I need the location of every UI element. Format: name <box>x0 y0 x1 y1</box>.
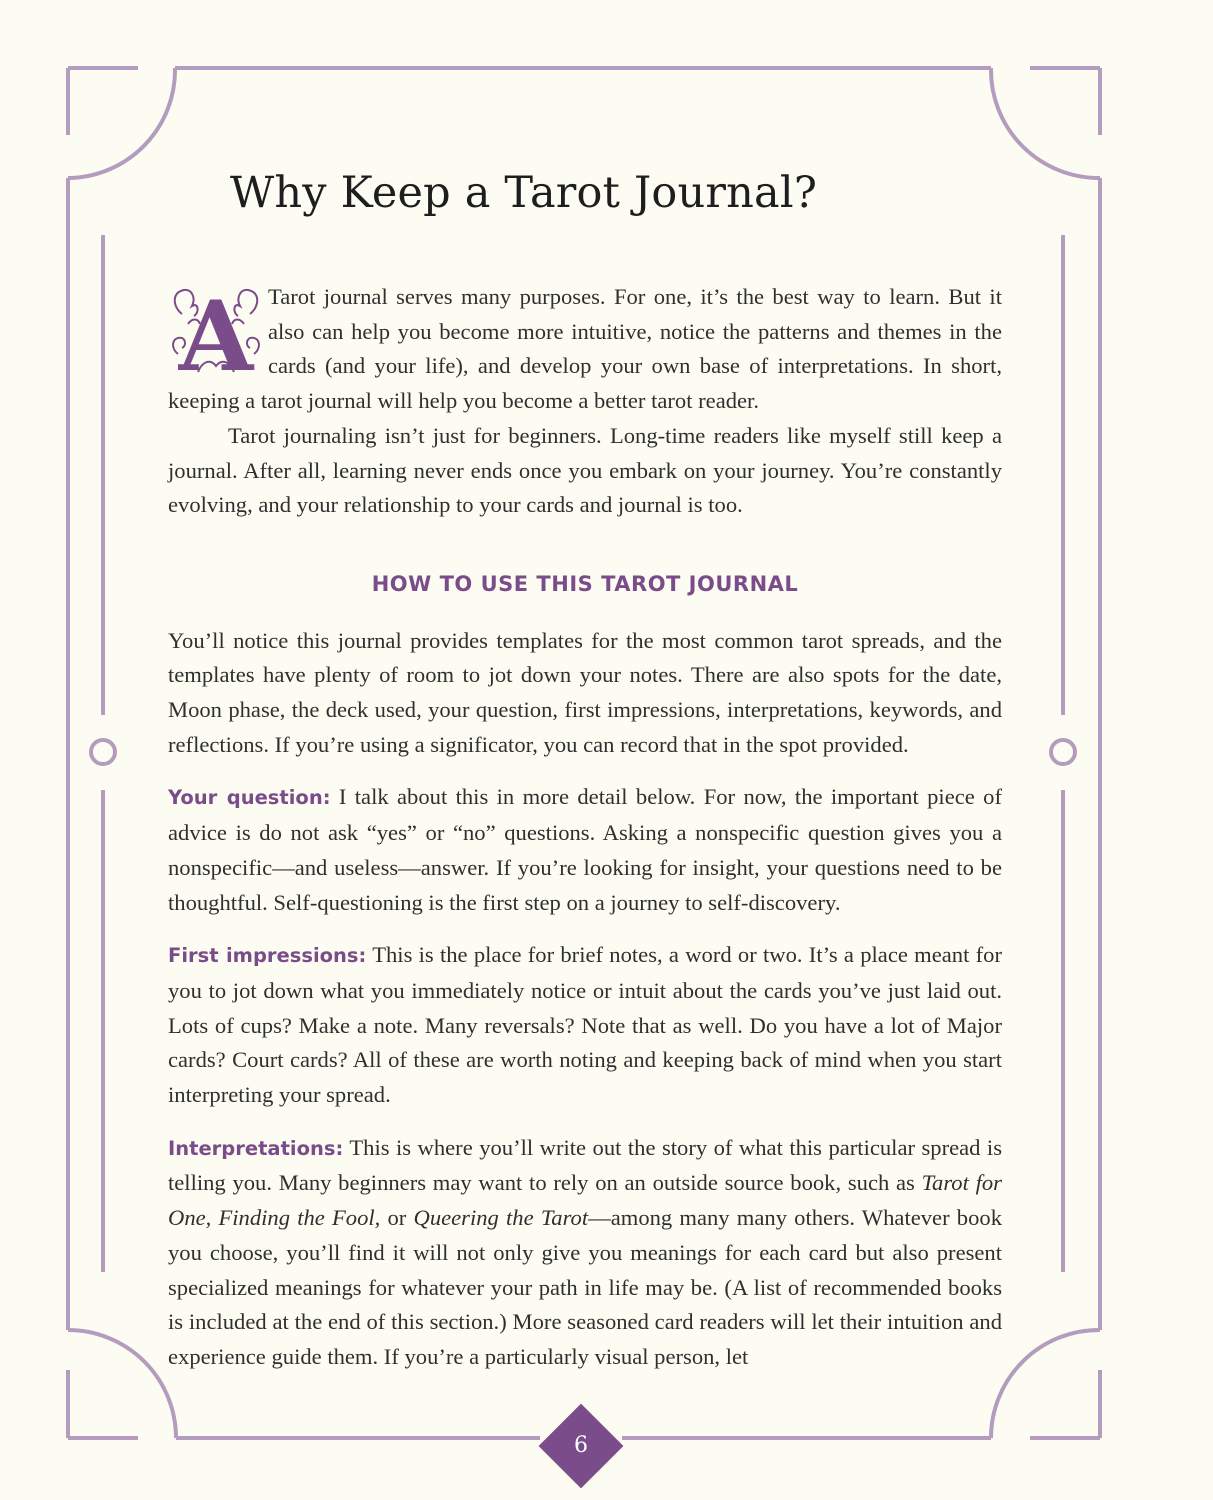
item-text: —among many many others. Whatever book you choose, you’ll find it will not only give you meanings for each card but also present specialized meanings for whatever your path in life may be. (A list of recommended books is included at the end of this section.) More seasoned card readers will let their intuition and experience guide them. If you’re a particularly visual person, let <box>168 1205 1002 1369</box>
page-number: 6 <box>574 1433 588 1458</box>
item-text: or <box>387 1205 407 1231</box>
item-label: Interpretations: <box>168 1136 344 1160</box>
intro-paragraph-2: Tarot journaling isn’t just for beginners. Long-time readers like myself still keep a journal. After all, learning never ends once you embark on your journey. You’re constantly evolving, and your relationship to your cards and journal is too. <box>168 422 1002 518</box>
item-text: I talk about this in more detail below. For now, the important piece of advice is do not ask “yes” or “no” questions. Asking a nonspecific question gives you a nonspecific—and useless—answer. If you’re looking for insight, your questions need to be thoughtful. Self-questioning is the first step on a journey to self-discovery. <box>168 784 1002 915</box>
item-label: Your question: <box>168 786 331 810</box>
item-interpretations <box>168 1131 1002 1375</box>
item-your-question <box>168 780 1002 920</box>
item-text: This is the place for brief notes, a word or two. It’s a place meant for you to jot down what you immediately notice or intuit about the cards you’ve just laid out. Lots of cups? Make a note. Many reversals? Note that as well. Do you have a lot of Major cards? Court cards? All of these are worth noting and keeping back of mind when you start interpreting your spread. <box>168 942 1002 1108</box>
item-text: This is where you’ll write out the story of what this particular spread is telling you. Many beginners may want to rely on an outside source book, such as <box>168 1134 1002 1196</box>
item-label: First impressions: <box>168 944 367 968</box>
section-paragraph: You’ll notice this journal provides templates for the most common tarot spreads, and the templates have plenty of room to jot down your notes. There are also spots for the date, Moon phase, the deck used, your question, first impressions, interpretations, keywords, and reflections. If you’re using a significator, you can record that in the spot provided. <box>168 627 1002 757</box>
book-title: Tarot for One, Finding the Fool, <box>168 1170 1002 1231</box>
page-title: Why Keep a Tarot Journal? <box>230 168 818 218</box>
book-title: Queering the Tarot <box>413 1205 589 1231</box>
svg-text:A: A <box>178 284 254 376</box>
section-heading: HOW TO USE THIS TAROT JOURNAL <box>371 571 799 596</box>
item-first-impressions <box>168 938 1002 1113</box>
ornamental-drop-cap-a <box>168 284 264 376</box>
body-text <box>168 280 1002 1375</box>
intro-paragraph-1: Tarot journal serves many purposes. For one, it’s the best way to learn. But it also can help you become more intuitive, notice the patterns and themes in the cards (and your life), and develop your own base of interpretations. In short, keeping a tarot journal will help you become a better tarot reader. <box>168 284 1002 414</box>
